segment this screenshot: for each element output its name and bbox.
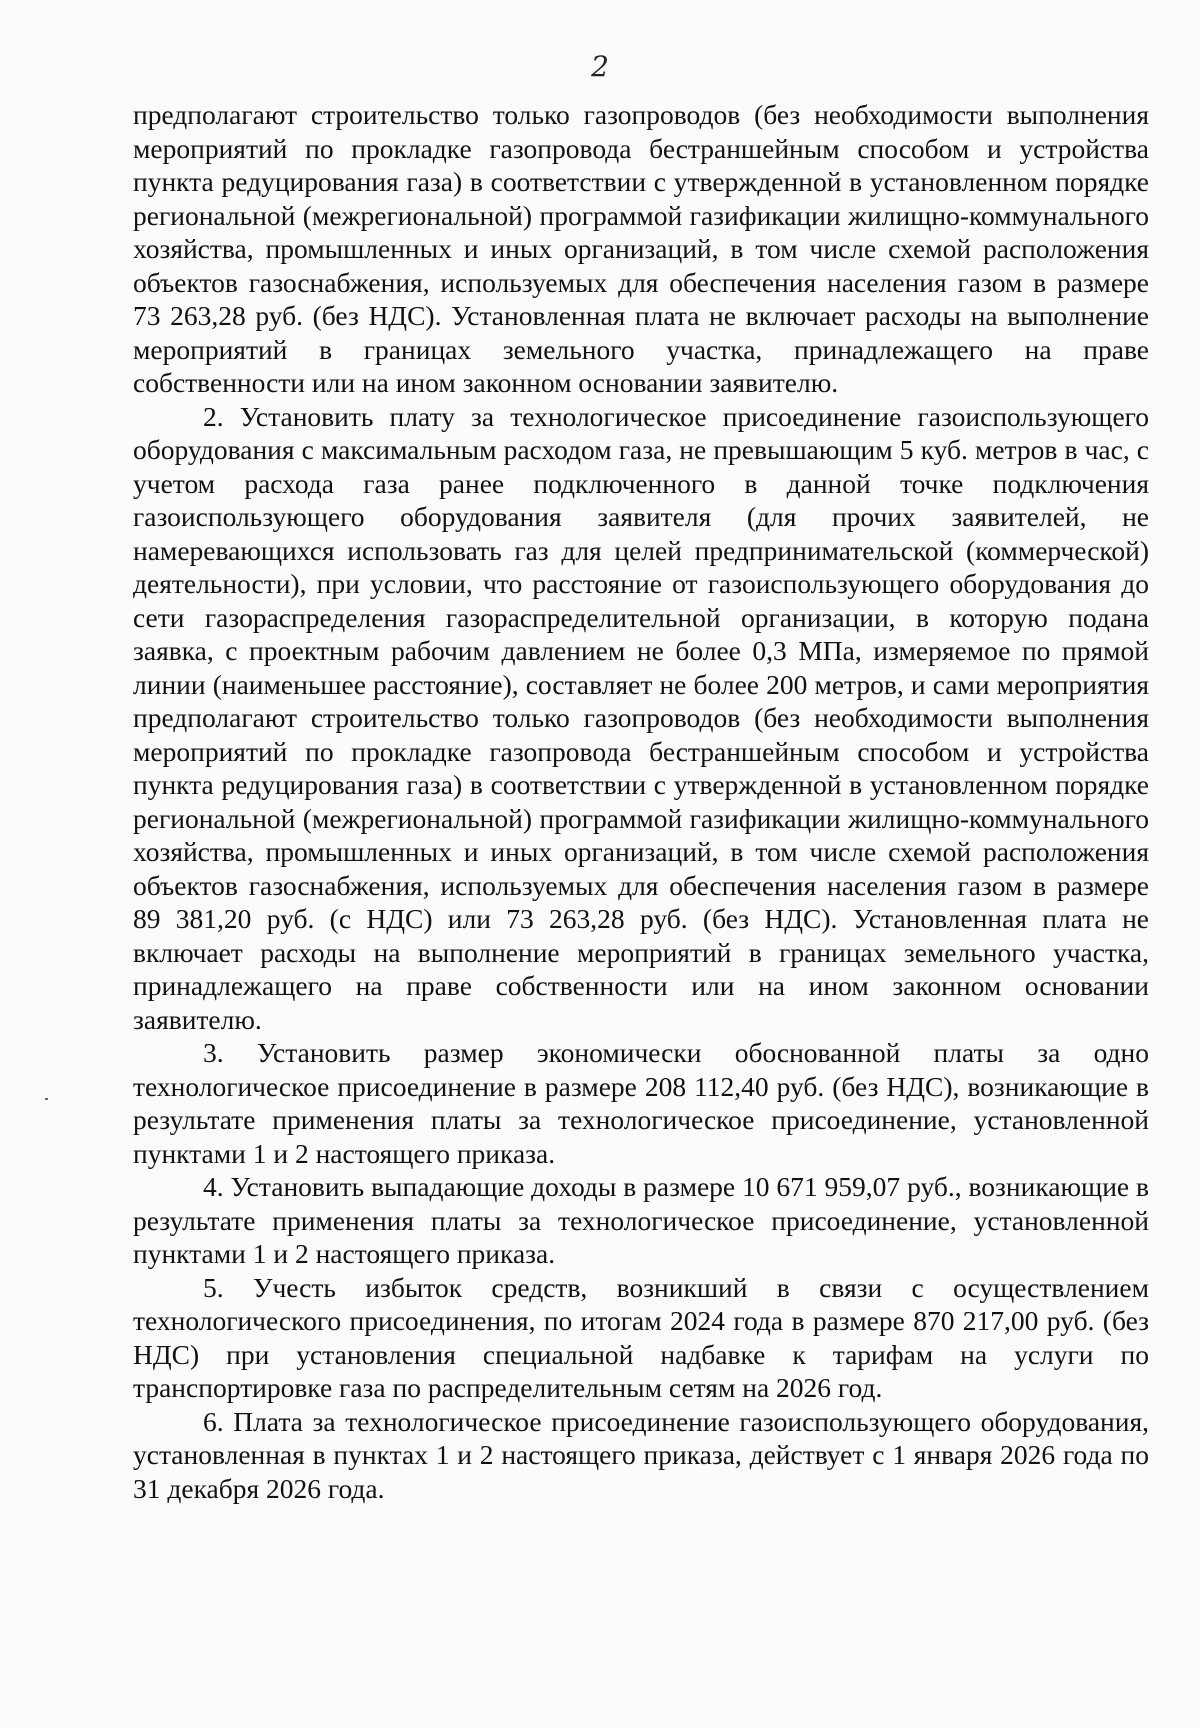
document-body: [133, 98, 1149, 1505]
paragraph-item-2: 2. Установить плату за технологическое присоединение газоиспользующего оборудования с максимальным расходом газа, не превышающим 5 куб. метров в час, с учетом расхода газа ранее подключенного в данной точке подключения газоиспользующего оборудования заявителя (для прочих заявителей, не намеревающихся использовать газ для целей предпринимательской (коммерческой) деятельности), при условии, что расстояние от газоиспользующего оборудования до сети газораспределения газораспределительной организации, в которую подана заявка, с проектным рабочим давлением не более 0,3 МПа, измеряемое по прямой линии (наименьшее расстояние), составляет не более 200 метров, и сами мероприятия предполагают строительство только газопроводов (без необходимости выполнения мероприятий по прокладке газопровода бестраншейным способом и устройства пункта редуцирования газа) в соответствии с утвержденной в установленном порядке региональной (межрегиональной) программой газификации жилищно-коммунального хозяйства, промышленных и иных организаций, в том числе схемой расположения объектов газоснабжения, используемых для обеспечения населения газом в размере 89 381,20 руб. (с НДС) или 73 263,28 руб. (без НДС). Установленная плата не включает расходы на выполнение мероприятий в границах земельного участка, принадлежащего на праве собственности или на ином законном основании заявителю.: [133, 400, 1149, 1035]
paragraph-item-4: 4. Установить выпадающие доходы в размере 10 671 959,07 руб., возникающие в результате применения платы за технологическое присоединение, установленной пунктами 1 и 2 настоящего приказа.: [133, 1171, 1149, 1269]
paragraph-item-6: 6. Плата за технологическое присоединение газоиспользующего оборудования, установленная в пунктах 1 и 2 настоящего приказа, действует с 1 января 2026 года по 31 декабря 2026 года.: [133, 1405, 1149, 1504]
paragraph-item-5: 5. Учесть избыток средств, возникший в связи с осуществлением технологического присоединения, по итогам 2024 года в размере 870 217,00 руб. (без НДС) при установления специальной надбавке к тарифам на услуги по транспортировке газа по распределительным сетям на 2026 год.: [133, 1271, 1149, 1403]
paragraph-item-3: 3. Установить размер экономически обоснованной платы за одно технологическое присоединение в размере 208 112,40 руб. (без НДС), возникающие в результате применения платы за технологическое присоединение, установленной пунктами 1 и 2 настоящего приказа.: [133, 1037, 1149, 1169]
paragraph-1-continuation: предполагают строительство только газопроводов (без необходимости выполнения мероприятий по прокладке газопровода бестраншейным способом и устройства пункта редуцирования газа) в соответствии с утвержденной в установленном порядке региональной (межрегиональной) программой газификации жилищно-коммунального хозяйства, промышленных и иных организаций, в том числе схемой расположения объектов газоснабжения, используемых для обеспечения населения газом в размере 73 263,28 руб. (без НДС). Установленная плата не включает расходы на выполнение мероприятий в границах земельного участка, принадлежащего на праве собственности или на ином законном основании заявителю.: [133, 99, 1149, 398]
scan-speck: [45, 1098, 48, 1100]
page-number: 2: [591, 50, 609, 83]
